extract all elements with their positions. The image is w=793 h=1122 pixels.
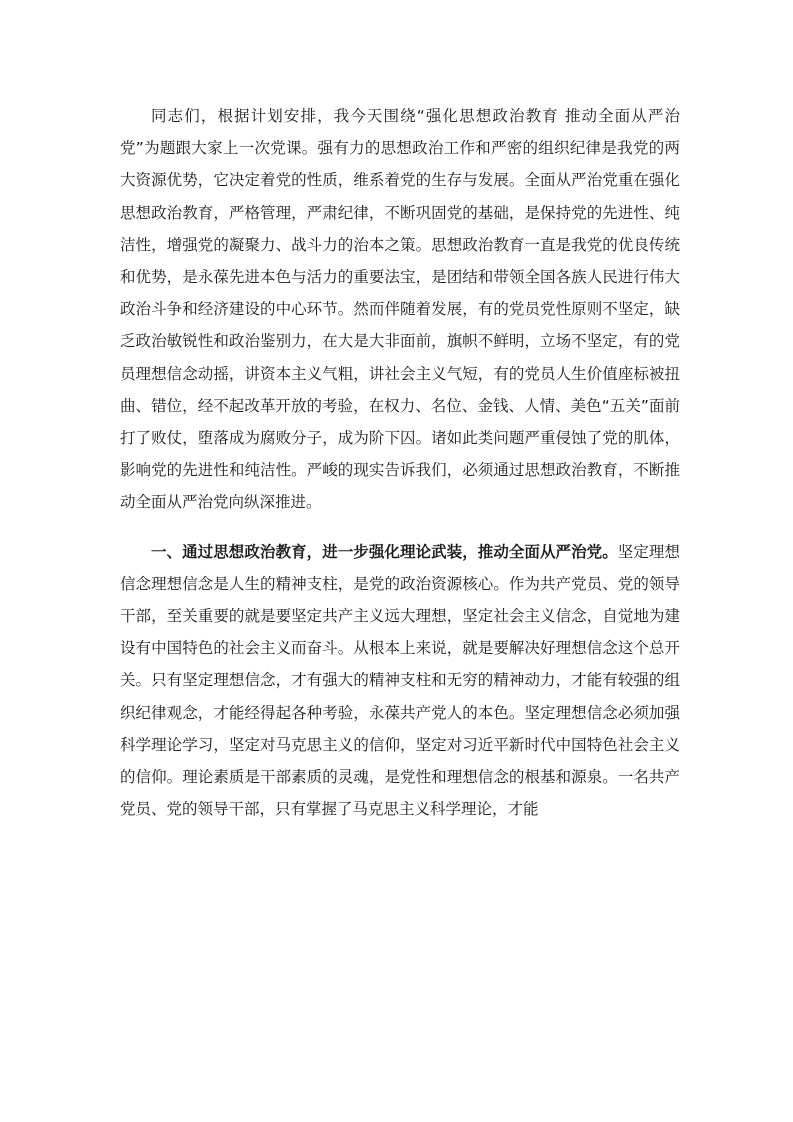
paragraph-intro — [120, 100, 680, 519]
document-body — [120, 100, 680, 825]
section-one-body: 坚定理想信念理想信念是人生的精神支柱，是党的政治资源核心。作为共产党员、党的领导干部，至关重要的就是要坚定共产主义远大理想，坚定社会主义信念，自觉地为建设有中国特色的社会主义而奋斗。从根本上来说，就是要解决好理想信念这个总开关。只有坚定理想信念，才有强大的精神支柱和无穷的精神动力，才能有较强的组织纪律观念，才能经得起各种考验，永葆共产党人的本色。坚定理想信念必须加强科学理论学习，坚定对马克思主义的信仰，坚定对习近平新时代中国特色社会主义的信仰。理论素质是干部素质的灵魂，是党性和理想信念的根基和源泉。一名共产党员、党的领导干部，只有掌握了马克思主义科学理论，才能 — [120, 542, 680, 819]
paragraph-intro-text: 同志们，根据计划安排，我今天围绕“强化思想政治教育 推动全面从严治党”为题跟大家上一次党课。强有力的思想政治工作和严密的组织纪律是我党的两大资源优势，它决定着党的性质，维系着党的生存与发展。全面从严治党重在强化思想政治教育，严格管理，严肃纪律，不断巩固党的基础，是保持党的先进性、纯洁性，增强党的凝聚力、战斗力的治本之策。思想政治教育一直是我党的优良传统和优势，是永葆先进本色与活力的重要法宝，是团结和带领全国各族人民进行伟大政治斗争和经济建设的中心环节。然而伴随着发展，有的党员党性原则不坚定，缺乏政治敏锐性和政治鉴别力，在大是大非面前，旗帜不鲜明，立场不坚定，有的党员理想信念动摇，讲资本主义气粗，讲社会主义气短，有的党员人生价值座标被扭曲、错位，经不起改革开放的考验，在权力、名位、金钱、人情、美色“五关”面前打了败仗，堕落成为腐败分子，成为阶下囚。诸如此类问题严重侵蚀了党的肌体，影响党的先进性和纯洁性。严峻的现实告诉我们，必须通过思想政治教育，不断推动全面从严治党向纵深推进。 — [120, 107, 680, 512]
paragraph-section-one — [120, 536, 680, 826]
section-one-heading: 一、通过思想政治教育，进一步强化理论武装，推动全面从严治党。 — [151, 542, 618, 561]
